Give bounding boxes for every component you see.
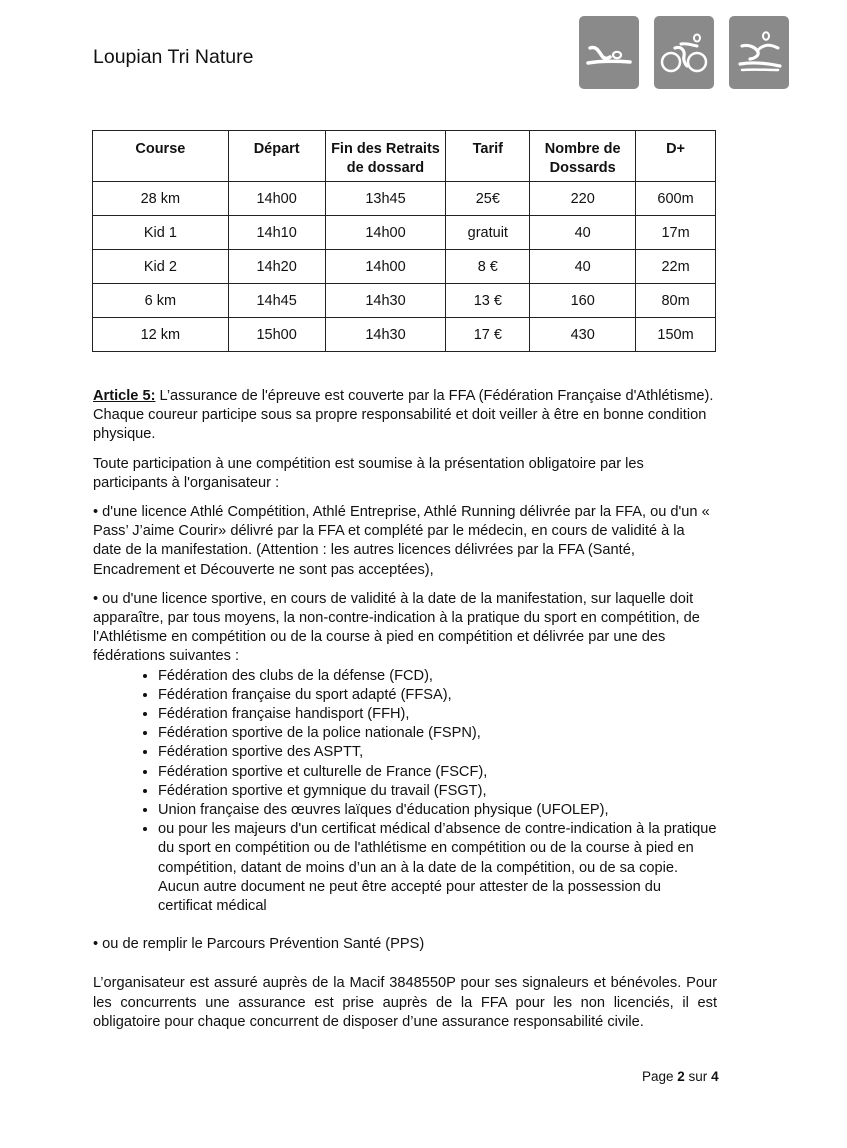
paragraph-licence-sportive: • ou d'une licence sportive, en cours de validité à la date de la manifestation, sur laquelle doit apparaître, par tous moyens, la non-contre-indication à la pratique du sport en compétition, de l'Athlétisme en compétition ou de la course à pied en compétition et délivrée par une des fédérations suivantes : [93,590,700,665]
cell-course: 28 km [93,182,229,216]
paragraph-licence-ffa: • d'une licence Athlé Compétition, Athlé Entreprise, Athlé Running délivrée par la FFA, ou d'un « Pass’ J’aime Courir» délivré par la FFA et complété par le médecin, en cours de validité à la date de la manifestation. (Attention : les autres licences délivrées par la FFA (Santé, Encadrement et Découverte ne sont pas acceptées), [93,504,710,578]
cell-course: 6 km [93,284,229,318]
article-label: Article 5: [93,388,156,404]
bike-icon [654,16,714,89]
cell-fin-retraits: 14h30 [325,284,446,318]
list-item: • Fédération sportive des ASPTT, [158,743,717,762]
list-item: • Fédération sportive et culturelle de France (FSCF), [158,763,717,782]
cell-fin-retraits: 14h00 [325,250,446,284]
cell-tarif: 25€ [446,182,530,216]
cell-depart: 14h45 [228,284,325,318]
cell-denivele: 150m [636,318,716,352]
cell-dossards: 40 [530,216,636,250]
cell-depart: 14h10 [228,216,325,250]
sport-icons [579,16,789,89]
paragraph-insurance: L’organisateur est assuré auprès de la Macif 3848550P pour ses signaleurs et bénévoles. Pour les concurrents une assurance est prise auprès de la FFA pour les non licenciés, il est obligatoire pour chaque concurrent de disposer d’une assurance responsabilité civile. [93,975,717,1030]
of-label: sur [684,1069,712,1084]
swim-icon [579,16,639,89]
run-icon [729,16,789,89]
cell-fin-retraits: 14h00 [325,216,446,250]
document-title: Loupian Tri Nature [93,46,254,68]
cell-dossards: 160 [530,284,636,318]
cell-tarif: gratuit [446,216,530,250]
table-row [93,318,716,352]
article-intro-text: L’assurance de l'épreuve est couverte par la FFA (Fédération Française d'Athlétisme). Chaque coureur participe sous sa propre responsabilité et doit veiller à être en bonne condition physique. [93,388,714,443]
header-denivele: D+ [636,131,716,182]
list-item: • Fédération française handisport (FFH), [158,705,717,724]
article-5 [93,387,717,1042]
paragraph-pps: • ou de remplir le Parcours Prévention Santé (PPS) [93,936,425,953]
list-item: • Union française des œuvres laïques d'éducation physique (UFOLEP), [158,801,717,820]
table-row [93,250,716,284]
header-tarif: Tarif [446,131,530,182]
total-pages: 4 [711,1069,719,1084]
cell-fin-retraits: 14h30 [325,318,446,352]
cell-dossards: 40 [530,250,636,284]
cell-tarif: 8 € [446,250,530,284]
current-page: 2 [677,1069,685,1084]
page-number [642,1069,719,1084]
cell-course: Kid 2 [93,250,229,284]
cell-denivele: 600m [636,182,716,216]
cell-denivele: 22m [636,250,716,284]
list-item: • Fédération des clubs de la défense (FCD), [158,667,717,686]
cell-denivele: 80m [636,284,716,318]
paragraph-participation: Toute participation à une compétition est soumise à la présentation obligatoire par les participants à l'organisateur : [93,455,644,491]
cell-depart: 14h20 [228,250,325,284]
page-label: Page [642,1069,678,1084]
article-intro [93,387,717,445]
list-item: • ou pour les majeurs d'un certificat médical d’absence de contre-indication à la pratique du sport en compétition ou de l'athlétisme en compétition ou de la course à pied en compétition, datant de moins d’un an à la date de la compétition, ou de sa copie. Aucun autre document ne peut être accepté pour attester de la possession du certificat médical [158,820,717,916]
federations-list [93,667,717,917]
cell-fin-retraits: 13h45 [325,182,446,216]
table-row [93,284,716,318]
cell-depart: 15h00 [228,318,325,352]
header-nombre-dossards: Nombre de Dossards [530,131,636,182]
cell-dossards: 430 [530,318,636,352]
table-header-row [93,131,716,182]
races-table [92,130,716,352]
cell-course: Kid 1 [93,216,229,250]
list-item: • Fédération sportive de la police nationale (FSPN), [158,724,717,743]
header-fin-retraits: Fin des Retraits de dossard [325,131,446,182]
table-row [93,182,716,216]
cell-course: 12 km [93,318,229,352]
header-course: Course [93,131,229,182]
list-item: • Fédération sportive et gymnique du travail (FSGT), [158,782,717,801]
cell-dossards: 220 [530,182,636,216]
cell-tarif: 13 € [446,284,530,318]
header-depart: Départ [228,131,325,182]
cell-tarif: 17 € [446,318,530,352]
table-row [93,216,716,250]
cell-depart: 14h00 [228,182,325,216]
cell-denivele: 17m [636,216,716,250]
list-item: • Fédération française du sport adapté (FFSA), [158,686,717,705]
